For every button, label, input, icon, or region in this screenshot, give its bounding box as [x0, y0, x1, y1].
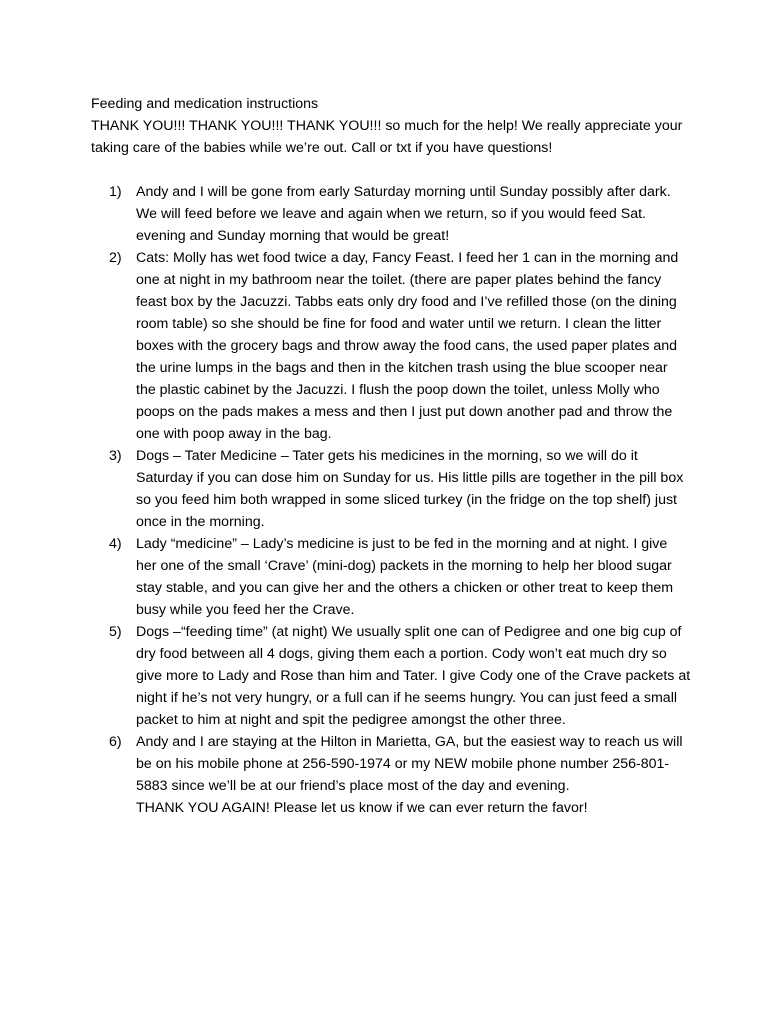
list-item-number: 6)	[109, 734, 122, 750]
document-body	[91, 93, 691, 819]
list-item-text: Lady “medicine” – Lady’s medicine is just to be fed in the morning and at night. I give her one of the small ‘Crave’ (mini-dog) packets in the morning to help her blood sugar stay stable, and you can give her and the others a chicken or other treat to keep them busy while you feed her the Crave.	[136, 536, 674, 618]
list-item-number: 3)	[109, 448, 122, 464]
list-item-text: Dogs – Tater Medicine – Tater gets his medicines in the morning, so we will do it Saturday if you can dose him on Sunday for us. His little pills are together in the pill box so you feed him both wrapped in some sliced turkey (in the fridge on the top shelf) just once in the morning.	[136, 448, 684, 530]
intro-paragraph: THANK YOU!!! THANK YOU!!! THANK YOU!!! so much for the help! We really appreciate your taking care of the babies while we’re out. Call or txt if you have questions!	[91, 118, 683, 156]
list-item-text: Andy and I are staying at the Hilton in Marietta, GA, but the easiest way to reach us will be on his mobile phone at 256-590-1974 or my NEW mobile phone number 256-801-5883 since we’ll be at our friend’s place most of the day and evening.	[136, 734, 683, 794]
list-item-number: 2)	[109, 250, 122, 266]
list-item-number: 5)	[109, 624, 122, 640]
list-item-number: 4)	[109, 536, 122, 552]
list-item	[91, 731, 691, 819]
list-item	[91, 445, 691, 533]
list-item-text: Cats: Molly has wet food twice a day, Fancy Feast. I feed her 1 can in the morning and one at night in my bathroom near the toilet. (there are paper plates behind the fancy feast box by the Jacuzzi. Tabbs eats only dry food and I’ve refilled those (on the dining room table) so she should be fine for food and water until we return. I clean the litter boxes with the grocery bags and throw away the food cans, the used paper plates and the urine lumps in the bags and then in the kitchen trash using the blue scooper near the plastic cabinet by the Jacuzzi. I flush the poop down the toilet, unless Molly who poops on the pads makes a mess and then I just put down another pad and throw the one with poop away in the bag.	[136, 250, 679, 442]
document-title: Feeding and medication instructions	[91, 96, 319, 112]
list-item-number: 1)	[109, 184, 122, 200]
list-item-text: Dogs –“feeding time” (at night) We usually split one can of Pedigree and one big cup of dry food between all 4 dogs, giving them each a portion. Cody won’t eat much dry so give more to Lady and Rose than him and Tater. I give Cody one of the Crave packets at night if he’s not very hungry, or a full can if he seems hungry. You can just feed a small packet to him at night and spit the pedigree amongst the other three.	[136, 624, 691, 728]
list-item-text: Andy and I will be gone from early Saturday morning until Sunday possibly after dark. We will feed before we leave and again when we return, so if you would feed Sat. evening and Sunday morning that would be great!	[136, 184, 671, 244]
spacer	[91, 159, 691, 181]
list-item	[91, 181, 691, 247]
list-item	[91, 533, 691, 621]
instruction-list	[91, 181, 691, 819]
closing-note: THANK YOU AGAIN! Please let us know if we can ever return the favor!	[136, 800, 588, 816]
list-item	[91, 247, 691, 445]
list-item	[91, 621, 691, 731]
